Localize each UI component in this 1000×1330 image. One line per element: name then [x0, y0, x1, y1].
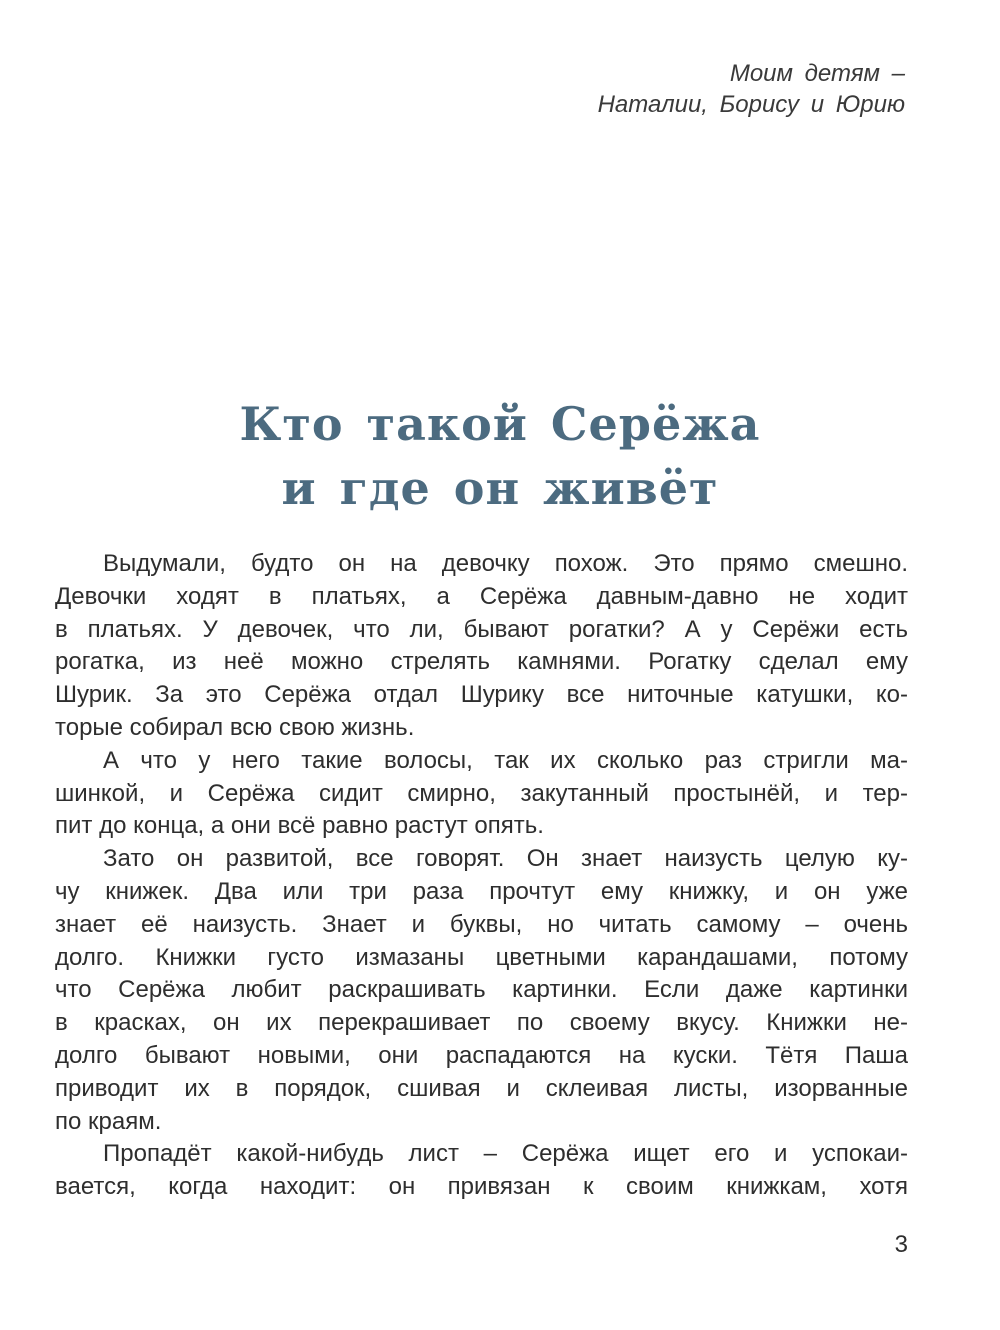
dedication	[598, 58, 905, 120]
text-line: Шурик. За это Серёжа отдал Шурику все ниточные катушки, ко-	[55, 681, 908, 709]
chapter-title-line: и где он живёт	[281, 461, 719, 515]
text-line: Девочки ходят в платьях, а Серёжа давным-давно не ходит	[55, 582, 908, 610]
text-line: что Серёжа любит раскрашивать картинки. Если даже картинки	[55, 976, 908, 1004]
text-line: знает её наизусть. Знает и буквы, но читать самому – очень	[55, 910, 908, 938]
chapter-title-line: Кто такой Серёжа	[239, 397, 761, 451]
text-line: вается, когда находит: он привязан к своим книжкам, хотя	[55, 1173, 908, 1201]
text-line: по краям.	[55, 1107, 162, 1135]
chapter-title	[0, 392, 1000, 520]
text-line: чу книжек. Два или три раза прочтут ему книжку, и он уже	[55, 877, 908, 905]
text-line: в платьях. У девочек, что ли, бывают рогатки? А у Серёжи есть	[55, 615, 908, 643]
chapter-body	[55, 548, 908, 1204]
text-line: в красках, он их перекрашивает по своему вкусу. Книжки не-	[55, 1009, 908, 1037]
text-line: рогатка, из неё можно стрелять камнями. Рогатку сделал ему	[55, 648, 908, 676]
dedication-line: Наталии, Борису и Юрию	[597, 91, 905, 118]
text-line: шинкой, и Серёжа сидит смирно, закутанный простынёй, и тер-	[55, 779, 908, 807]
page-number: 3	[894, 1231, 908, 1258]
text-line: Пропадёт какой-нибудь лист – Серёжа ищет его и успокаи-	[103, 1140, 908, 1168]
text-line: долго бывают новыми, они распадаются на куски. Тётя Паша	[55, 1041, 908, 1069]
text-line: Выдумали, будто он на девочку похож. Это прямо смешно.	[103, 550, 908, 577]
text-line: долго. Книжки густо измазаны цветными карандашами, потому	[55, 943, 908, 971]
dedication-line: Моим детям –	[729, 60, 905, 87]
text-line: пит до конца, а они всё равно растут опять.	[55, 812, 544, 840]
text-line: А что у него такие волосы, так их сколько раз стригли ма-	[103, 746, 908, 774]
text-line: Зато он развитой, все говорят. Он знает наизусть целую ку-	[103, 845, 908, 873]
text-line: приводит их в порядок, сшивая и склеивая листы, изорванные	[55, 1074, 908, 1102]
text-line: торые собирал всю свою жизнь.	[55, 713, 415, 741]
